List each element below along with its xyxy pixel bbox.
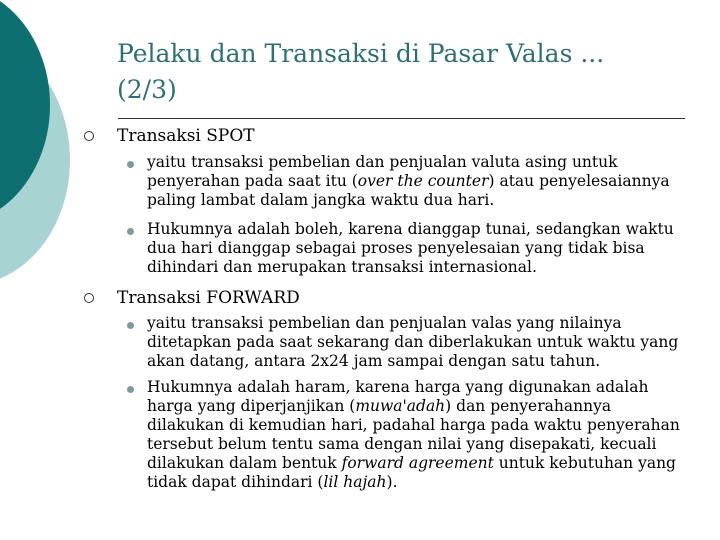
forward-bullet-2	[147, 378, 682, 492]
text-run: ) dan penyerahannya dilakukan di kemudian hari, padahal harga pada waktu penyerahan tersebut belum tentu sama dengan nilai yang disepakati, kecuali dilakukan dalam bentuk	[147, 397, 680, 472]
text-run: ) atau penyelesaiannya paling lambat dalam jangka waktu dua hari.	[147, 172, 670, 209]
dot-bullet-icon	[127, 228, 134, 235]
hollow-circle-bullet-icon	[84, 131, 94, 141]
text-run: Hukumnya adalah haram, karena harga yang digunakan adalah harga yang diperjanjikan (	[147, 378, 649, 415]
section-heading-forward: Transaksi FORWARD	[117, 288, 300, 308]
italic-term: forward agreement	[341, 454, 494, 472]
italic-term: over the counter	[357, 172, 489, 190]
slide-title-line2: (2/3)	[117, 75, 177, 104]
dot-bullet-icon	[127, 322, 134, 329]
text-run: ).	[386, 473, 398, 491]
italic-term: muwa'adah	[355, 397, 446, 415]
hollow-circle-bullet-icon	[84, 293, 94, 303]
section-heading-spot: Transaksi SPOT	[117, 126, 255, 146]
forward-bullet-1: yaitu transaksi pembelian dan penjualan valas yang nilainya ditetapkan pada saat sekarang dan diberlakukan untuk waktu yang akan datang, antara 2x24 jam sampai dengan satu tahun.	[147, 314, 679, 370]
italic-term: lil hajah	[323, 473, 387, 491]
dot-bullet-icon	[127, 161, 134, 168]
spot-bullet-2: Hukumnya adalah boleh, karena dianggap tunai, sedangkan waktu dua hari dianggap sebagai proses penyelesaian yang tidak bisa dihindari dan merupakan transaksi internasional.	[147, 220, 674, 276]
text-run: yaitu transaksi pembelian dan penjualan valuta asing untuk penyerahan pada saat itu (	[147, 153, 618, 190]
spot-bullet-1	[147, 153, 682, 210]
slide-title-line1: Pelaku dan Transaksi di Pasar Valas ...	[117, 39, 605, 68]
text-run: untuk kebutuhan yang tidak dapat dihindari (	[147, 454, 676, 491]
dot-bullet-icon	[127, 386, 134, 393]
